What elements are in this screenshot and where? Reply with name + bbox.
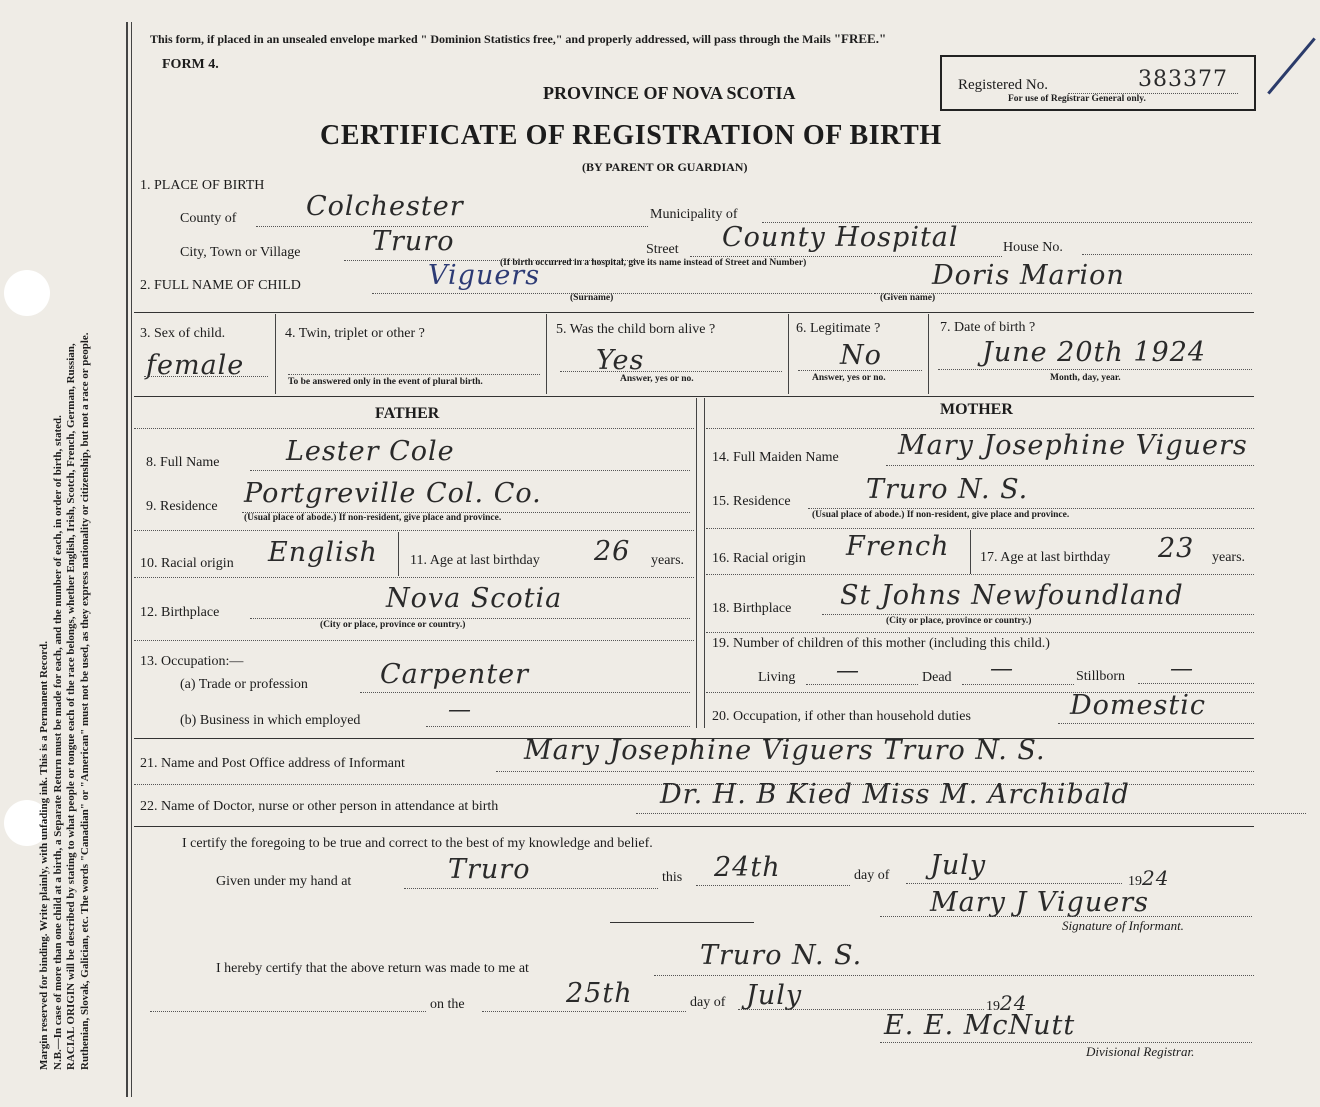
informant-signature: Mary J Viguers — [930, 887, 1149, 918]
doctor-value: Dr. H. B Kied Miss M. Archibald — [660, 779, 1130, 810]
mother-residence-note: (Usual place of abode.) If non-resident, give place and province. — [812, 510, 1070, 520]
registrar-day-of-label: day of — [690, 995, 726, 1010]
certify-day-value: 24th — [714, 852, 781, 883]
mother-birthplace-note: (City or place, province or country.) — [886, 616, 1032, 626]
informant-label: 21. Name and Post Office address of Informant — [140, 756, 405, 771]
registrar-caption: Divisional Registrar. — [1086, 1044, 1195, 1059]
mother-name-value: Mary Josephine Viguers — [898, 430, 1248, 461]
certify-year: 1924 — [1128, 866, 1170, 890]
registered-note: For use of Registrar General only. — [1008, 94, 1146, 104]
mother-children-label: 19. Number of children of this mother (including this child.) — [712, 636, 1050, 651]
father-racial-label: 10. Racial origin — [140, 556, 234, 571]
dob-note: Month, day, year. — [1050, 373, 1121, 383]
margin-note-1: Margin reserved for binding. Write plainly, with unfading ink. This is a Permanent Record. — [38, 641, 50, 1070]
registrar-day-value: 25th — [566, 978, 633, 1009]
county-value: Colchester — [306, 191, 464, 222]
margin-note-2: N.B.—In case of more than one child at a birth, a Separate Return must be made for each, and the number of each, in order of birth, stated. — [51, 415, 64, 1070]
sex-label: 3. Sex of child. — [140, 326, 226, 341]
father-business-value: — — [448, 697, 472, 723]
margin-rule-inner — [131, 22, 132, 1097]
divider-short — [610, 922, 754, 923]
rule-row3-bottom — [134, 396, 1254, 397]
father-residence-label: 9. Residence — [146, 499, 218, 514]
registrar-year: 1924 — [986, 991, 1028, 1015]
dead-value: — — [990, 656, 1014, 682]
margin-rule — [126, 22, 128, 1097]
mother-birthplace-value: St Johns Newfoundland — [840, 580, 1184, 611]
mother-occupation-value: Domestic — [1070, 690, 1206, 721]
father-age-value: 26 — [594, 536, 631, 567]
margin-notes — [38, 0, 158, 1070]
twin-label: 4. Twin, triplet or other ? — [285, 326, 425, 341]
registrar-statement: I hereby certify that the above return was made to me at — [216, 961, 529, 976]
living-label: Living — [758, 670, 796, 685]
this-label: this — [662, 870, 683, 885]
mother-occupation-label: 20. Occupation, if other than household duties — [712, 709, 971, 724]
on-the-label: on the — [430, 997, 465, 1012]
given-under-label: Given under my hand at — [216, 874, 352, 889]
mother-residence-label: 15. Residence — [712, 494, 791, 509]
stillborn-label: Stillborn — [1076, 669, 1126, 684]
informant-value: Mary Josephine Viguers Truro N. S. — [524, 735, 1046, 766]
sex-value: female — [146, 350, 245, 381]
margin-note-3: RACIAL ORIGIN will be described by stating to what people or tongue each of the race belongs, whether English, Irish, Scotch, French, German, Russian, — [65, 343, 78, 1070]
city-value: Truro — [372, 226, 455, 257]
father-name-label: 8. Full Name — [146, 455, 220, 470]
margin-note-4: Ruthenian, Slovak, Galician, etc. The words "Canadian" or "American" must not be used, as they express nationality or citizenship, but not a race or people. — [78, 332, 91, 1070]
father-age-unit: years. — [651, 553, 685, 568]
given-caption: (Given name) — [880, 293, 936, 303]
signature-caption: Signature of Informant. — [1062, 918, 1184, 933]
child-given-name: Doris Marion — [932, 260, 1125, 291]
registered-number-box — [940, 55, 1256, 111]
father-trade-value: Carpenter — [380, 659, 530, 690]
certify-day-of-label: day of — [854, 868, 890, 883]
certify-month-value: July — [930, 850, 987, 881]
father-racial-value: English — [268, 537, 378, 568]
mother-age-label: 17. Age at last birthday — [980, 550, 1111, 565]
mother-name-label: 14. Full Maiden Name — [712, 450, 839, 465]
mother-residence-value: Truro N. S. — [866, 474, 1029, 505]
rule-row3-top — [134, 312, 1254, 313]
place-of-birth-label: 1. PLACE OF BIRTH — [140, 178, 265, 193]
child-name-label: 2. FULL NAME OF CHILD — [140, 278, 301, 293]
mail-notice: This form, if placed in an unsealed envelope marked " Dominion Statistics free," and properly addressed, will pass through the Mails "FREE." — [150, 31, 887, 46]
dob-label: 7. Date of birth ? — [940, 320, 1036, 335]
child-surname: Viguers — [428, 260, 541, 291]
street-label: Street — [646, 242, 679, 257]
check-mark — [1267, 37, 1316, 94]
hospital-note: (If birth occurred in a hospital, give its name instead of Street and Number) — [500, 258, 807, 268]
form-number: FORM 4. — [162, 57, 219, 72]
registrar-place-value: Truro N. S. — [700, 940, 863, 971]
given-place-value: Truro — [448, 854, 531, 885]
stillborn-value: — — [1170, 656, 1194, 682]
municipality-label: Municipality of — [650, 207, 738, 222]
doctor-label: 22. Name of Doctor, nurse or other person in attendance at birth — [140, 799, 499, 814]
page-subtitle: (BY PARENT OR GUARDIAN) — [582, 160, 748, 174]
legitimate-label: 6. Legitimate ? — [796, 321, 881, 336]
father-age-label: 11. Age at last birthday — [410, 553, 540, 568]
city-label: City, Town or Village — [180, 245, 301, 260]
street-value: County Hospital — [722, 222, 959, 253]
alive-label: 5. Was the child born alive ? — [556, 322, 716, 337]
registrar-month-value: July — [746, 980, 803, 1011]
twin-note: To be answered only in the event of plural birth. — [288, 377, 483, 387]
father-birthplace-value: Nova Scotia — [386, 583, 563, 614]
legitimate-note: Answer, yes or no. — [812, 373, 886, 383]
alive-note: Answer, yes or no. — [620, 374, 694, 384]
mother-racial-label: 16. Racial origin — [712, 551, 806, 566]
alive-value: Yes — [596, 345, 645, 376]
father-name-value: Lester Cole — [286, 436, 455, 467]
father-trade-label: (a) Trade or profession — [180, 677, 308, 692]
legitimate-value: No — [840, 340, 882, 371]
house-label: House No. — [1003, 240, 1063, 255]
mother-heading: MOTHER — [940, 401, 1013, 418]
rule-certify-top — [134, 826, 1254, 827]
father-residence-note: (Usual place of abode.) If non-resident, give place and province. — [244, 513, 502, 523]
county-label: County of — [180, 211, 237, 226]
surname-caption: (Surname) — [570, 293, 614, 303]
mother-racial-value: French — [846, 531, 950, 562]
mother-birthplace-label: 18. Birthplace — [712, 601, 792, 616]
page-title: CERTIFICATE OF REGISTRATION OF BIRTH — [320, 120, 942, 151]
father-birthplace-label: 12. Birthplace — [140, 605, 220, 620]
registrar-signature: E. E. McNutt — [884, 1010, 1076, 1041]
father-business-label: (b) Business in which employed — [180, 713, 361, 728]
certify-statement: I certify the foregoing to be true and correct to the best of my knowledge and belief. — [182, 836, 653, 851]
father-residence-value: Portgreville Col. Co. — [244, 478, 542, 509]
registered-label: Registered No. — [958, 77, 1048, 93]
dob-value: June 20th 1924 — [982, 337, 1207, 368]
dead-label: Dead — [922, 670, 952, 685]
registered-value: 383377 — [1138, 67, 1228, 92]
column-divider — [696, 398, 697, 728]
father-birthplace-note: (City or place, province or country.) — [320, 620, 466, 630]
father-heading: FATHER — [375, 405, 440, 422]
living-value: — — [836, 658, 860, 684]
mother-age-value: 23 — [1158, 533, 1195, 564]
father-occupation-label: 13. Occupation:— — [140, 654, 244, 669]
mother-age-unit: years. — [1212, 550, 1246, 565]
province-heading: PROVINCE OF NOVA SCOTIA — [543, 83, 796, 103]
